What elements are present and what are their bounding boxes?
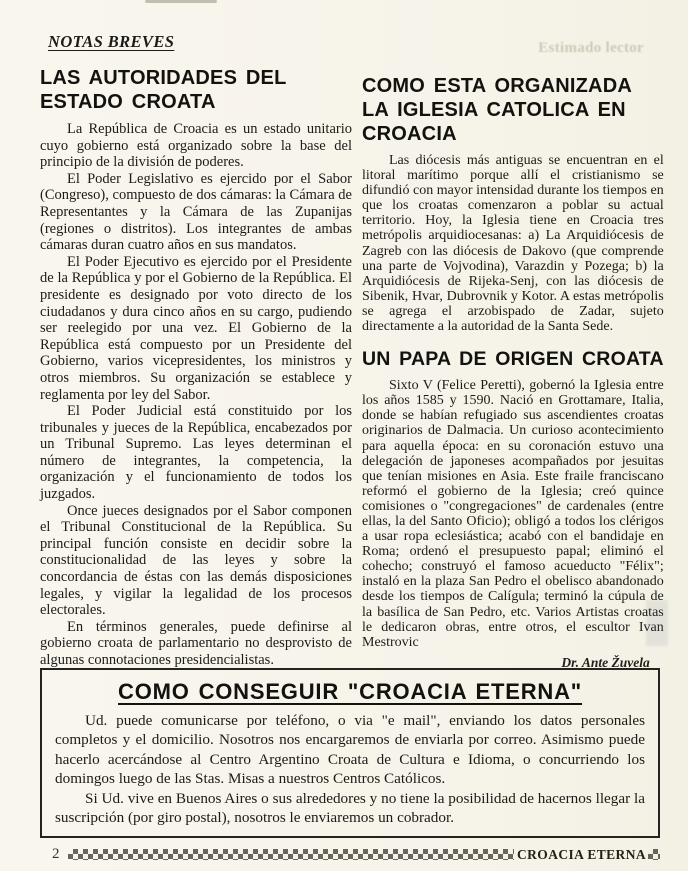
article-body-papa — [362, 378, 664, 650]
paragraph: La República de Croacia es un estado unitario cuyo gobierno está organizado sobre la base del principio de la división de poderes. — [40, 121, 352, 171]
left-column — [40, 66, 352, 668]
bleed-through-image — [646, 600, 668, 646]
paragraph: El Poder Ejecutivo es ejercido por el Presidente de la República y por el Gobierno de la República. El presidente es designado por voto directo de los ciudadanos y dura cinco años en su cargo, pudiendo ser reelegido por una vez. El Gobierno de la República está compuesto por un Presidente del Gobierno, varios vicepresidentes, los ministros y otros miembros. Su organización se establece y reglamenta por ley del Sabor. — [40, 253, 352, 403]
subscription-box-title: COMO CONSEGUIR "CROACIA ETERNA" — [118, 679, 582, 704]
subscription-box-title-row — [55, 679, 645, 705]
right-column — [362, 66, 664, 670]
footer-brand: CROACIA ETERNA — [517, 846, 646, 862]
section-kicker: NOTAS BREVES — [48, 32, 175, 51]
paragraph: Sixto V (Felice Peretti), gobernó la Iglesia entre los años 1585 y 1590. Nació en Grottamare, Italia, donde se habían refugiado sus ascendientes croatas originarios de Dalmacia. Un curioso acontecimiento para aquella época: en su coronación estuvo una delegación de japoneses acompañados por jesuitas que tenían misiones en Asia. Este fraile franciscano reformó el gobierno de la Iglesia; creó quince comisiones o "congregaciones" de cardenales (entre ellas, la del Santo Oficio); obligó a todos los clérigos a usar ropa eclesiástica; acabó con el bandidaje en Roma; ordenó el presupuesto papal; eliminó el cohecho; construyó el famoso acueducto "Félix"; instaló en la plaza San Pedro el obelisco abandonado desde los tiempos de Calígula; terminó la cúpula de la basílica de San Pedro, etc. Varios Artistas croatas le dedicaron obras, entre otros, el escultor Ivan Mestrovic — [362, 378, 664, 650]
checker-band — [68, 849, 515, 860]
bleed-through-text: Estimado lector — [538, 40, 644, 56]
subscription-box-body — [55, 711, 645, 827]
page-footer — [40, 846, 660, 863]
paragraph: Once jueces designados por el Sabor componen el Tribunal Constitucional de la República. Su principal función consiste en decidir sobre la constitucionalidad de las leyes y sobre la concordancia de éstas con las demás disposiciones legales, y vigilar la legalidad de los procesos electorales. — [40, 502, 352, 619]
paragraph: El Poder Judicial está constituido por los tribunales y jueces de la República, encabezados por un Tribunal Supremo. Las leyes determinan el número de integrantes, la competencia, la organización y el funcionamiento de todos los juzgados. — [40, 403, 352, 503]
article-byline: Dr. Ante Žuvela — [561, 654, 650, 670]
subscription-box — [40, 668, 660, 838]
article-body-iglesia — [362, 153, 664, 334]
paragraph: En términos generales, puede definirse al gobierno croata de parlamentario no desprovisto de algunas connotaciones presidencialistas. — [40, 618, 352, 668]
article-title-iglesia: COMO ESTA ORGANIZADA LA IGLESIA CATOLICA EN CROACIA — [362, 75, 632, 145]
paragraph: El Poder Legislativo es ejercido por el Sabor (Congreso), compuesto de dos cámaras: la Cámara de Representantes y la Cámara de las Zupanijas (regiones o distritos). Los integrantes de ambas cámaras duran cuatro años en sus mandatos. — [40, 170, 352, 254]
article-title-autoridades: LAS AUTORIDADES DEL ESTADO CROATA — [40, 67, 287, 113]
two-column-layout — [40, 66, 664, 670]
scan-artifact-smudge — [145, 0, 217, 3]
paragraph: Si Ud. vive en Buenos Aires o sus alrededores y no tiene la posibilidad de hacernos llegar la suscripción (por giro postal), nosotros le enviaremos un cobrador. — [55, 789, 645, 827]
article-title-papa: UN PAPA DE ORIGEN CROATA — [362, 348, 664, 371]
paragraph: Ud. puede comunicarse por teléfono, o via "e mail", enviando los datos personales completos y el domicilio. Nosotros nos encargaremos de enviarla por correo. Asimismo puede hacerlo acercándose al Centro Argentino Croata de Cultura e Idioma, o concurriendo los domingos luego de las Stas. Misas a nuestros Centros Católicos. — [55, 712, 645, 788]
checker-band-tail — [648, 849, 660, 860]
paragraph: Las diócesis más antiguas se encuentran en el litoral marítimo porque allí el cristianismo se difundió con mayor intensidad durante los tiempos en que los croatas comenzaron a poblar su actual territorio. Hoy, la Iglesia tiene en Croacia tres metrópolis arquidiocesanas: a) La Arquidiócesis de Zagreb con las diócesis de Dakovo (que comprende una parte de Vojvodina), Varazdin y Pozega; b) la Arquidiócesis de Rijeka-Senj, con las diócesis de Sibenik, Hvar, Dubrovnik y Kotor. A estas metrópolis se agrega el arzobispado de Zadar, sujeto directamente a la autoridad de la Santa Sede. — [362, 153, 664, 335]
page-number: 2 — [52, 846, 60, 863]
article-body-autoridades — [40, 121, 352, 669]
